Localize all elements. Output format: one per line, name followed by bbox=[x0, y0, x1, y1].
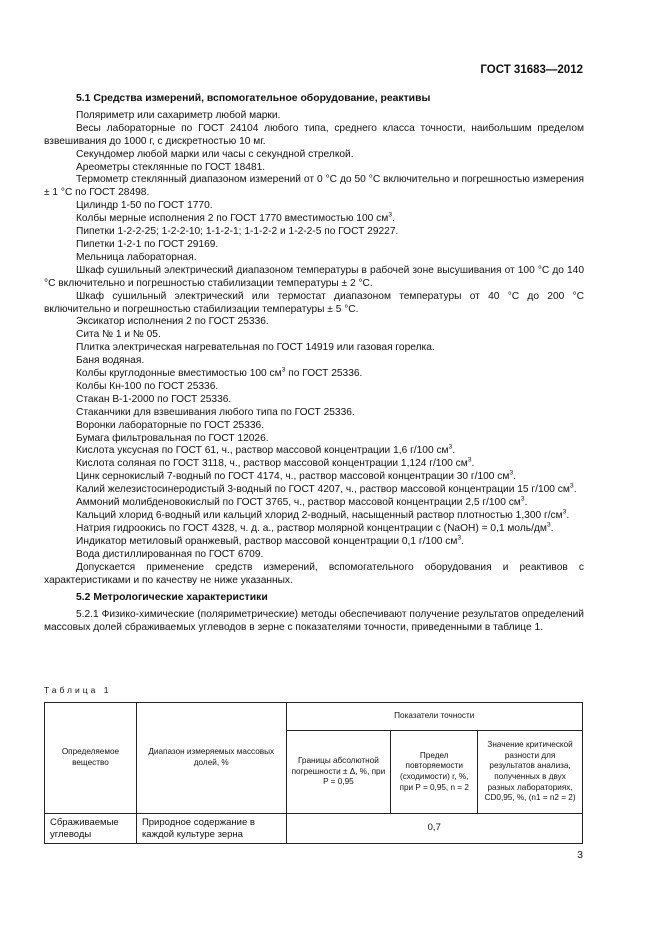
equipment-item: Весы лабораторные по ГОСТ 24104 любого типа, среднего класса точности, наибольшим пределом взвешивания до 1000 г, с дискретностью 10 мг. bbox=[44, 122, 584, 147]
equipment-item: Сита № 1 и № 05. bbox=[76, 329, 161, 341]
equipment-item: Колбы круглодонные вместимостью 100 $см^3$ по ГОСТ 25336. bbox=[76, 366, 363, 380]
equipment-item: Стаканчики для взвешивания любого типа по ГОСТ 25336. bbox=[76, 406, 355, 418]
equipment-item: Цинк сернокислый 7-водный по ГОСТ 4174, ч., раствор массовой концентрации 30 г/100 $см^3$. bbox=[76, 469, 517, 483]
equipment-item: Шкаф сушильный электрический диапазоном температуры в рабочей зоне высушивания от 100 °С до 140 °С включительно и погрешностью стабилизации температуры ± 2 °С. bbox=[44, 264, 584, 289]
header-repeatability: Предел повторяемости (сходимости) r, %, при P = 0,95, n = 2 bbox=[391, 731, 478, 814]
equipment-list bbox=[44, 110, 584, 588]
equipment-item: Натрия гидроокись по ГОСТ 4328, ч. д. а., раствор молярной концентрации c (NaOH) = 0,1 моль/$дм^3$. bbox=[76, 521, 554, 534]
accuracy-table bbox=[44, 702, 583, 844]
document-number: ГОСТ 31683—2012 bbox=[480, 64, 583, 76]
cell-range: Природное содержание в каждой культуре зерна bbox=[136, 814, 286, 844]
equipment-item: Мельница лабораторная. bbox=[76, 251, 197, 263]
equipment-item: Шкаф сушильный электрический или термостат диапазоном температуры от 40 °С до 200 °С включительно и погрешностью стабилизации температуры ± 5 °С. bbox=[44, 290, 584, 315]
section-5-2-1-text: 5.2.1 Физико-химические (поляриметрические) методы обеспечивают получение результатов определений массовых долей сбраживаемых углеводов в зерне с показателями точности, приведенными в таблице 1. bbox=[44, 609, 584, 634]
equipment-item: Плитка электрическая нагревательная по ГОСТ 14919 или газовая горелка. bbox=[76, 342, 435, 354]
page-number: 3 bbox=[577, 849, 583, 861]
header-error-limits: Границы абсолютной погрешности ± Δ, %, при P = 0,95 bbox=[286, 731, 391, 814]
table-header-row bbox=[45, 703, 583, 731]
equipment-item: Пипетки 1-2-1 по ГОСТ 29169. bbox=[76, 238, 219, 250]
equipment-item: Кислота уксусная по ГОСТ 61, ч., раствор массовой концентрации 1,6 г/100 $см^3$. bbox=[76, 444, 456, 457]
equipment-item: Поляриметр или сахариметр любой марки. bbox=[76, 109, 281, 121]
equipment-item: Допускается применение средств измерений, вспомогательного оборудования и реактивов с характеристиками и по качеству не ниже указанных. bbox=[44, 561, 584, 586]
header-range: Диапазон измеряемых массовых долей, % bbox=[136, 703, 286, 814]
equipment-item: Калий железистосинеродистый 3-водный по ГОСТ 4207, ч., раствор массовой концентрации 15 г/100 $см^3$. bbox=[76, 482, 577, 496]
equipment-item: Аммоний молибденовокислый по ГОСТ 3765, ч., раствор массовой концентрации 2,5 г/100 $см^3$. bbox=[76, 495, 528, 509]
equipment-item: Кислота соляная по ГОСТ 3118, ч., раствор массовой концентрации 1,124 г/100 $см^3$. bbox=[76, 456, 475, 470]
section-5-2-heading: 5.2 Метрологические характеристики bbox=[76, 592, 268, 604]
table-caption: Таблица 1 bbox=[44, 685, 112, 695]
equipment-item: Воронки лабораторные по ГОСТ 25336. bbox=[76, 419, 265, 431]
header-critical-difference: Значение критической разности для результатов анализа, полученных в двух разных лабораториях, CD0,95, %, (n1 = n2 = 2) bbox=[478, 731, 583, 814]
equipment-item: Цилиндр 1-50 по ГОСТ 1770. bbox=[76, 200, 213, 212]
equipment-item: Баня водяная. bbox=[76, 355, 145, 367]
equipment-item: Эксикатор исполнения 2 по ГОСТ 25336. bbox=[76, 316, 269, 328]
table-row bbox=[45, 814, 583, 844]
cell-substance: Сбраживаемые углеводы bbox=[45, 814, 137, 844]
header-accuracy-group: Показатели точности bbox=[286, 703, 582, 731]
equipment-item: Стакан В-1-2000 по ГОСТ 25336. bbox=[76, 393, 232, 405]
equipment-item: Колбы Кн-100 по ГОСТ 25336. bbox=[76, 380, 219, 392]
equipment-item: Кальций хлорид 6-водный или кальций хлорид 2-водный, насыщенный раствор плотностью 1,300 $г/см^3$. bbox=[76, 508, 570, 521]
document-body bbox=[44, 93, 584, 635]
equipment-item: Колбы мерные исполнения 2 по ГОСТ 1770 вместимостью 100 $см^3$. bbox=[76, 211, 395, 225]
equipment-item: Секундомер любой марки или часы с секундной стрелкой. bbox=[76, 148, 354, 160]
equipment-item: Пипетки 1-2-2-25; 1-2-2-10; 1-1-2-1; 1-1-2-2 и 1-2-2-5 по ГОСТ 29227. bbox=[76, 226, 399, 238]
equipment-item: Термометр стеклянный диапазоном измерений от 0 °С до 50 °С включительно и погрешностью измерения ± 1 °С по ГОСТ 28498. bbox=[44, 174, 584, 199]
cell-accuracy-value: 0,7 bbox=[286, 814, 582, 844]
equipment-item: Ареометры стеклянные по ГОСТ 18481. bbox=[76, 161, 266, 173]
equipment-item: Бумага фильтровальная по ГОСТ 12026. bbox=[76, 432, 269, 444]
equipment-item: Индикатор метиловый оранжевый, раствор массовой концентрации 0,1 г/100 $см^3$. bbox=[76, 534, 464, 547]
equipment-item: Вода дистиллированная по ГОСТ 6709. bbox=[76, 548, 264, 560]
header-substance: Определяемое вещество bbox=[45, 703, 137, 814]
section-5-1-heading: 5.1 Средства измерений, вспомогательное оборудование, реактивы bbox=[76, 93, 431, 104]
